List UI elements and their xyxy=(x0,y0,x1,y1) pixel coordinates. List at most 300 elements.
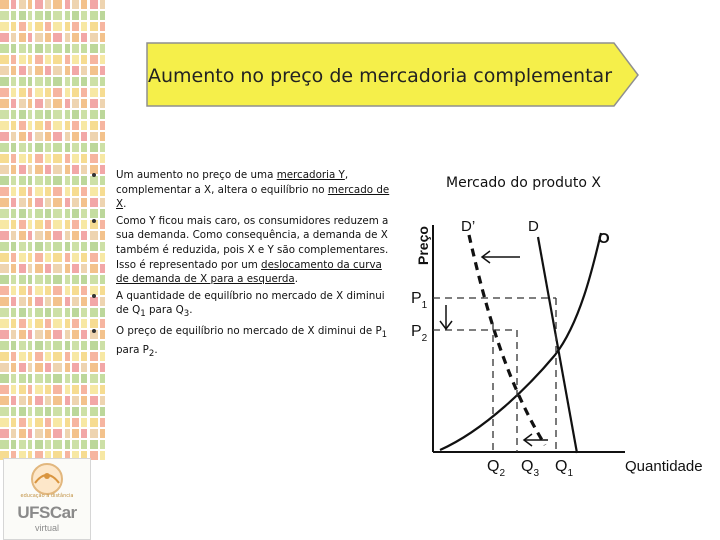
bullet-dot xyxy=(92,173,96,177)
stripe-cell xyxy=(19,33,26,42)
stripe-cell xyxy=(81,44,87,53)
stripe-cell xyxy=(72,429,79,438)
stripe-cell xyxy=(53,0,62,9)
stripe-cell xyxy=(100,451,105,460)
stripe-cell xyxy=(0,209,9,218)
stripe-cell xyxy=(28,330,32,339)
stripe-cell xyxy=(35,110,43,119)
stripe-cell xyxy=(53,77,62,86)
stripe-cell xyxy=(65,198,70,207)
stripe-cell xyxy=(0,275,9,284)
stripe-cell xyxy=(11,363,16,372)
stripe-cell xyxy=(65,440,70,449)
stripe-cell xyxy=(11,99,16,108)
stripe-cell xyxy=(35,440,43,449)
stripe-cell xyxy=(53,275,62,284)
stripe-cell xyxy=(65,385,70,394)
stripe-cell xyxy=(11,143,16,152)
stripe-cell xyxy=(0,396,9,405)
stripe-cell xyxy=(45,22,51,31)
stripe-cell xyxy=(53,33,62,42)
stripe-cell xyxy=(19,187,26,196)
stripe-cell xyxy=(0,352,9,361)
stripe-cell xyxy=(72,396,79,405)
stripe-cell xyxy=(100,22,105,31)
stripe-cell xyxy=(100,44,105,53)
stripe-cell xyxy=(28,143,32,152)
stripe-cell xyxy=(72,242,79,251)
bullet-item: O preço de equilíbrio no mercado de X diminui de $P_1$ para $P_2$. xyxy=(92,324,392,361)
stripe-cell xyxy=(100,132,105,141)
stripe-cell xyxy=(11,187,16,196)
stripe-cell xyxy=(90,55,98,64)
stripe-cell xyxy=(35,132,43,141)
supply-demand-chart xyxy=(405,205,715,490)
stripe-cell xyxy=(35,187,43,196)
stripe-cell xyxy=(100,121,105,130)
stripe-cell xyxy=(53,11,62,20)
stripe-cell xyxy=(35,374,43,383)
stripe-cell xyxy=(45,176,51,185)
stripe-cell xyxy=(11,341,16,350)
stripe-cell xyxy=(19,88,26,97)
stripe-cell xyxy=(35,77,43,86)
stripe-cell xyxy=(65,374,70,383)
stripe-cell xyxy=(19,286,26,295)
stripe-cell xyxy=(0,121,9,130)
stripe-cell xyxy=(90,429,98,438)
stripe-cell xyxy=(28,363,32,372)
stripe-cell xyxy=(28,440,32,449)
stripe-cell xyxy=(65,55,70,64)
stripe-cell xyxy=(65,0,70,9)
stripe-cell xyxy=(11,165,16,174)
stripe-cell xyxy=(28,77,32,86)
stripe-cell xyxy=(11,275,16,284)
stripe-cell xyxy=(28,66,32,75)
stripe-cell xyxy=(53,187,62,196)
stripe-cell xyxy=(65,176,70,185)
stripe-cell xyxy=(65,231,70,240)
stripe-cell xyxy=(65,330,70,339)
stripe-cell xyxy=(45,330,51,339)
stripe-cell xyxy=(19,121,26,130)
stripe-cell xyxy=(53,121,62,130)
stripe-cell xyxy=(19,11,26,20)
stripe-cell xyxy=(53,55,62,64)
stripe-cell xyxy=(28,33,32,42)
supply-curve-o xyxy=(440,233,601,450)
x-axis-label: Quantidade xyxy=(625,458,703,475)
stripe-cell xyxy=(100,11,105,20)
bullet-dot xyxy=(92,219,96,223)
stripe-cell xyxy=(19,165,26,174)
stripe-cell xyxy=(72,132,79,141)
stripe-cell xyxy=(81,143,87,152)
stripe-cell xyxy=(90,407,98,416)
stripe-cell xyxy=(72,209,79,218)
stripe-cell xyxy=(0,0,9,9)
stripe-cell xyxy=(11,319,16,328)
stripe-cell xyxy=(72,352,79,361)
stripe-cell xyxy=(35,22,43,31)
stripe-cell xyxy=(45,319,51,328)
stripe-cell xyxy=(11,209,16,218)
stripe-cell xyxy=(100,110,105,119)
stripe-cell xyxy=(45,110,51,119)
stripe-cell xyxy=(28,110,32,119)
stripe-cell xyxy=(0,154,9,163)
stripe-cell xyxy=(28,55,32,64)
stripe-cell xyxy=(72,187,79,196)
stripe-column xyxy=(28,0,32,470)
stripe-cell xyxy=(53,242,62,251)
stripe-cell xyxy=(35,143,43,152)
stripe-cell xyxy=(11,308,16,317)
stripe-cell xyxy=(72,330,79,339)
stripe-cell xyxy=(81,385,87,394)
stripe-cell xyxy=(65,396,70,405)
stripe-cell xyxy=(81,88,87,97)
stripe-cell xyxy=(0,440,9,449)
stripe-cell xyxy=(72,319,79,328)
stripe-cell xyxy=(90,0,98,9)
stripe-cell xyxy=(81,55,87,64)
stripe-cell xyxy=(53,297,62,306)
stripe-cell xyxy=(35,297,43,306)
stripe-cell xyxy=(35,429,43,438)
stripe-cell xyxy=(28,308,32,317)
stripe-cell xyxy=(35,242,43,251)
stripe-cell xyxy=(0,429,9,438)
stripe-cell xyxy=(90,44,98,53)
stripe-cell xyxy=(19,352,26,361)
stripe-cell xyxy=(65,187,70,196)
stripe-cell xyxy=(65,165,70,174)
bullet-list xyxy=(92,168,392,363)
stripe-cell xyxy=(19,385,26,394)
stripe-cell xyxy=(0,308,9,317)
stripe-cell xyxy=(65,418,70,427)
stripe-cell xyxy=(11,0,16,9)
stripe-column xyxy=(11,0,16,470)
stripe-cell xyxy=(53,176,62,185)
stripe-cell xyxy=(81,187,87,196)
stripe-cell xyxy=(19,132,26,141)
stripe-cell xyxy=(19,429,26,438)
stripe-cell xyxy=(45,275,51,284)
stripe-cell xyxy=(11,220,16,229)
stripe-cell xyxy=(65,209,70,218)
stripe-cell xyxy=(45,99,51,108)
stripe-cell xyxy=(65,33,70,42)
stripe-cell xyxy=(45,363,51,372)
stripe-cell xyxy=(81,33,87,42)
stripe-cell xyxy=(11,231,16,240)
curve-label-d-prime: D’ xyxy=(461,218,476,235)
stripe-cell xyxy=(11,55,16,64)
stripe-cell xyxy=(81,77,87,86)
stripe-cell xyxy=(72,385,79,394)
stripe-cell xyxy=(19,297,26,306)
stripe-cell xyxy=(0,374,9,383)
stripe-cell xyxy=(45,154,51,163)
stripe-cell xyxy=(45,88,51,97)
underlined-text: mercado de X xyxy=(116,183,390,211)
stripe-cell xyxy=(28,187,32,196)
stripe-cell xyxy=(45,209,51,218)
demand-curve-d-prime xyxy=(469,235,545,445)
stripe-cell xyxy=(72,143,79,152)
stripe-cell xyxy=(72,286,79,295)
stripe-cell xyxy=(19,264,26,273)
stripe-cell xyxy=(11,253,16,262)
stripe-cell xyxy=(0,33,9,42)
stripe-cell xyxy=(81,286,87,295)
stripe-cell xyxy=(28,231,32,240)
stripe-cell xyxy=(19,220,26,229)
stripe-cell xyxy=(65,66,70,75)
stripe-cell xyxy=(100,407,105,416)
stripe-cell xyxy=(45,253,51,262)
stripe-cell xyxy=(81,308,87,317)
quantity-label-q3: $Q_3$ xyxy=(521,458,540,479)
stripe-cell xyxy=(19,374,26,383)
stripe-cell xyxy=(0,330,9,339)
stripe-cell xyxy=(19,143,26,152)
stripe-cell xyxy=(28,22,32,31)
stripe-cell xyxy=(35,121,43,130)
stripe-cell xyxy=(72,374,79,383)
stripe-cell xyxy=(65,352,70,361)
stripe-cell xyxy=(45,286,51,295)
stripe-cell xyxy=(45,143,51,152)
stripe-cell xyxy=(90,88,98,97)
stripe-cell xyxy=(81,165,87,174)
stripe-cell xyxy=(0,77,9,86)
stripe-cell xyxy=(81,231,87,240)
stripe-cell xyxy=(28,132,32,141)
stripe-cell xyxy=(53,99,62,108)
stripe-cell xyxy=(90,11,98,20)
stripe-cell xyxy=(72,264,79,273)
stripe-cell xyxy=(100,374,105,383)
underlined-text: deslocamento da curva de demanda de X para a esquerda xyxy=(116,258,382,286)
stripe-cell xyxy=(28,407,32,416)
stripe-cell xyxy=(19,231,26,240)
stripe-cell xyxy=(19,341,26,350)
stripe-cell xyxy=(72,220,79,229)
stripe-cell xyxy=(72,22,79,31)
stripe-cell xyxy=(0,55,9,64)
stripe-cell xyxy=(19,253,26,262)
stripe-cell xyxy=(65,242,70,251)
stripe-cell xyxy=(45,429,51,438)
stripe-cell xyxy=(35,341,43,350)
stripe-cell xyxy=(100,77,105,86)
stripe-cell xyxy=(19,22,26,31)
stripe-cell xyxy=(81,429,87,438)
curve-label-d: D xyxy=(528,218,539,235)
stripe-column xyxy=(65,0,70,470)
stripe-cell xyxy=(81,198,87,207)
stripe-cell xyxy=(35,33,43,42)
stripe-cell xyxy=(45,418,51,427)
stripe-cell xyxy=(45,297,51,306)
stripe-cell xyxy=(35,385,43,394)
stripe-cell xyxy=(11,11,16,20)
stripe-cell xyxy=(65,407,70,416)
stripe-cell xyxy=(19,440,26,449)
stripe-cell xyxy=(35,66,43,75)
stripe-cell xyxy=(28,154,32,163)
stripe-cell xyxy=(53,154,62,163)
decorative-stripe xyxy=(0,0,96,470)
stripe-cell xyxy=(81,363,87,372)
stripe-cell xyxy=(53,220,62,229)
stripe-cell xyxy=(81,99,87,108)
stripe-cell xyxy=(72,66,79,75)
stripe-cell xyxy=(81,341,87,350)
stripe-cell xyxy=(0,143,9,152)
stripe-cell xyxy=(11,132,16,141)
stripe-cell xyxy=(19,154,26,163)
stripe-cell xyxy=(100,385,105,394)
stripe-cell xyxy=(90,77,98,86)
stripe-cell xyxy=(11,22,16,31)
stripe-cell xyxy=(90,418,98,427)
stripe-cell xyxy=(35,55,43,64)
stripe-cell xyxy=(45,198,51,207)
stripe-cell xyxy=(65,220,70,229)
stripe-cell xyxy=(90,132,98,141)
stripe-cell xyxy=(0,44,9,53)
stripe-cell xyxy=(53,352,62,361)
stripe-cell xyxy=(90,363,98,372)
stripe-cell xyxy=(19,407,26,416)
stripe-cell xyxy=(0,242,9,251)
stripe-cell xyxy=(72,165,79,174)
stripe-cell xyxy=(0,231,9,240)
stripe-cell xyxy=(11,297,16,306)
stripe-cell xyxy=(45,308,51,317)
stripe-cell xyxy=(65,308,70,317)
stripe-cell xyxy=(72,121,79,130)
stripe-cell xyxy=(28,374,32,383)
stripe-cell xyxy=(81,253,87,262)
stripe-cell xyxy=(0,88,9,97)
stripe-cell xyxy=(28,99,32,108)
stripe-cell xyxy=(35,0,43,9)
stripe-cell xyxy=(11,429,16,438)
stripe-cell xyxy=(19,66,26,75)
stripe-cell xyxy=(35,275,43,284)
stripe-cell xyxy=(35,264,43,273)
bullet-dot xyxy=(92,294,96,298)
curve-label-o: O xyxy=(598,230,610,247)
stripe-cell xyxy=(45,374,51,383)
stripe-cell xyxy=(81,121,87,130)
stripe-cell xyxy=(72,99,79,108)
stripe-cell xyxy=(65,275,70,284)
stripe-cell xyxy=(28,396,32,405)
stripe-cell xyxy=(53,253,62,262)
stripe-cell xyxy=(100,99,105,108)
stripe-cell xyxy=(72,198,79,207)
stripe-cell xyxy=(100,66,105,75)
stripe-cell xyxy=(72,88,79,97)
stripe-cell xyxy=(65,121,70,130)
stripe-cell xyxy=(28,341,32,350)
stripe-cell xyxy=(45,66,51,75)
stripe-cell xyxy=(65,253,70,262)
stripe-cell xyxy=(72,297,79,306)
stripe-cell xyxy=(90,385,98,394)
stripe-cell xyxy=(45,44,51,53)
stripe-cell xyxy=(72,407,79,416)
stripe-cell xyxy=(53,22,62,31)
arrow-demand-shift-bottom xyxy=(524,434,548,446)
stripe-cell xyxy=(11,77,16,86)
stripe-cell xyxy=(0,187,9,196)
stripe-cell xyxy=(28,198,32,207)
stripe-cell xyxy=(0,165,9,174)
stripe-cell xyxy=(35,352,43,361)
stripe-cell xyxy=(72,440,79,449)
stripe-cell xyxy=(28,0,32,9)
stripe-cell xyxy=(0,253,9,262)
y-axis-label: Preço xyxy=(415,226,431,265)
stripe-cell xyxy=(53,143,62,152)
stripe-cell xyxy=(28,418,32,427)
stripe-cell xyxy=(53,308,62,317)
stripe-cell xyxy=(28,319,32,328)
stripe-cell xyxy=(72,55,79,64)
underlined-text: mercadoria Y xyxy=(276,169,345,181)
stripe-cell xyxy=(100,363,105,372)
stripe-cell xyxy=(0,220,9,229)
stripe-cell xyxy=(19,44,26,53)
stripe-cell xyxy=(19,330,26,339)
logo-text: UFSCar xyxy=(17,503,77,522)
stripe-cell xyxy=(11,88,16,97)
stripe-cell xyxy=(72,44,79,53)
stripe-cell xyxy=(53,132,62,141)
stripe-cell xyxy=(81,319,87,328)
stripe-cell xyxy=(81,264,87,273)
stripe-cell xyxy=(35,363,43,372)
stripe-cell xyxy=(53,44,62,53)
stripe-cell xyxy=(28,264,32,273)
stripe-cell xyxy=(11,440,16,449)
stripe-cell xyxy=(100,440,105,449)
stripe-cell xyxy=(81,418,87,427)
stripe-cell xyxy=(81,176,87,185)
stripe-cell xyxy=(28,297,32,306)
price-label-p1: $P_1$ xyxy=(411,290,428,311)
stripe-cell xyxy=(11,198,16,207)
stripe-cell xyxy=(35,418,43,427)
stripe-cell xyxy=(45,341,51,350)
stripe-cell xyxy=(53,341,62,350)
stripe-cell xyxy=(35,198,43,207)
ufscar-logo xyxy=(3,458,91,540)
stripe-cell xyxy=(90,396,98,405)
stripe-cell xyxy=(19,308,26,317)
stripe-cell xyxy=(0,363,9,372)
stripe-cell xyxy=(81,275,87,284)
stripe-cell xyxy=(72,110,79,119)
